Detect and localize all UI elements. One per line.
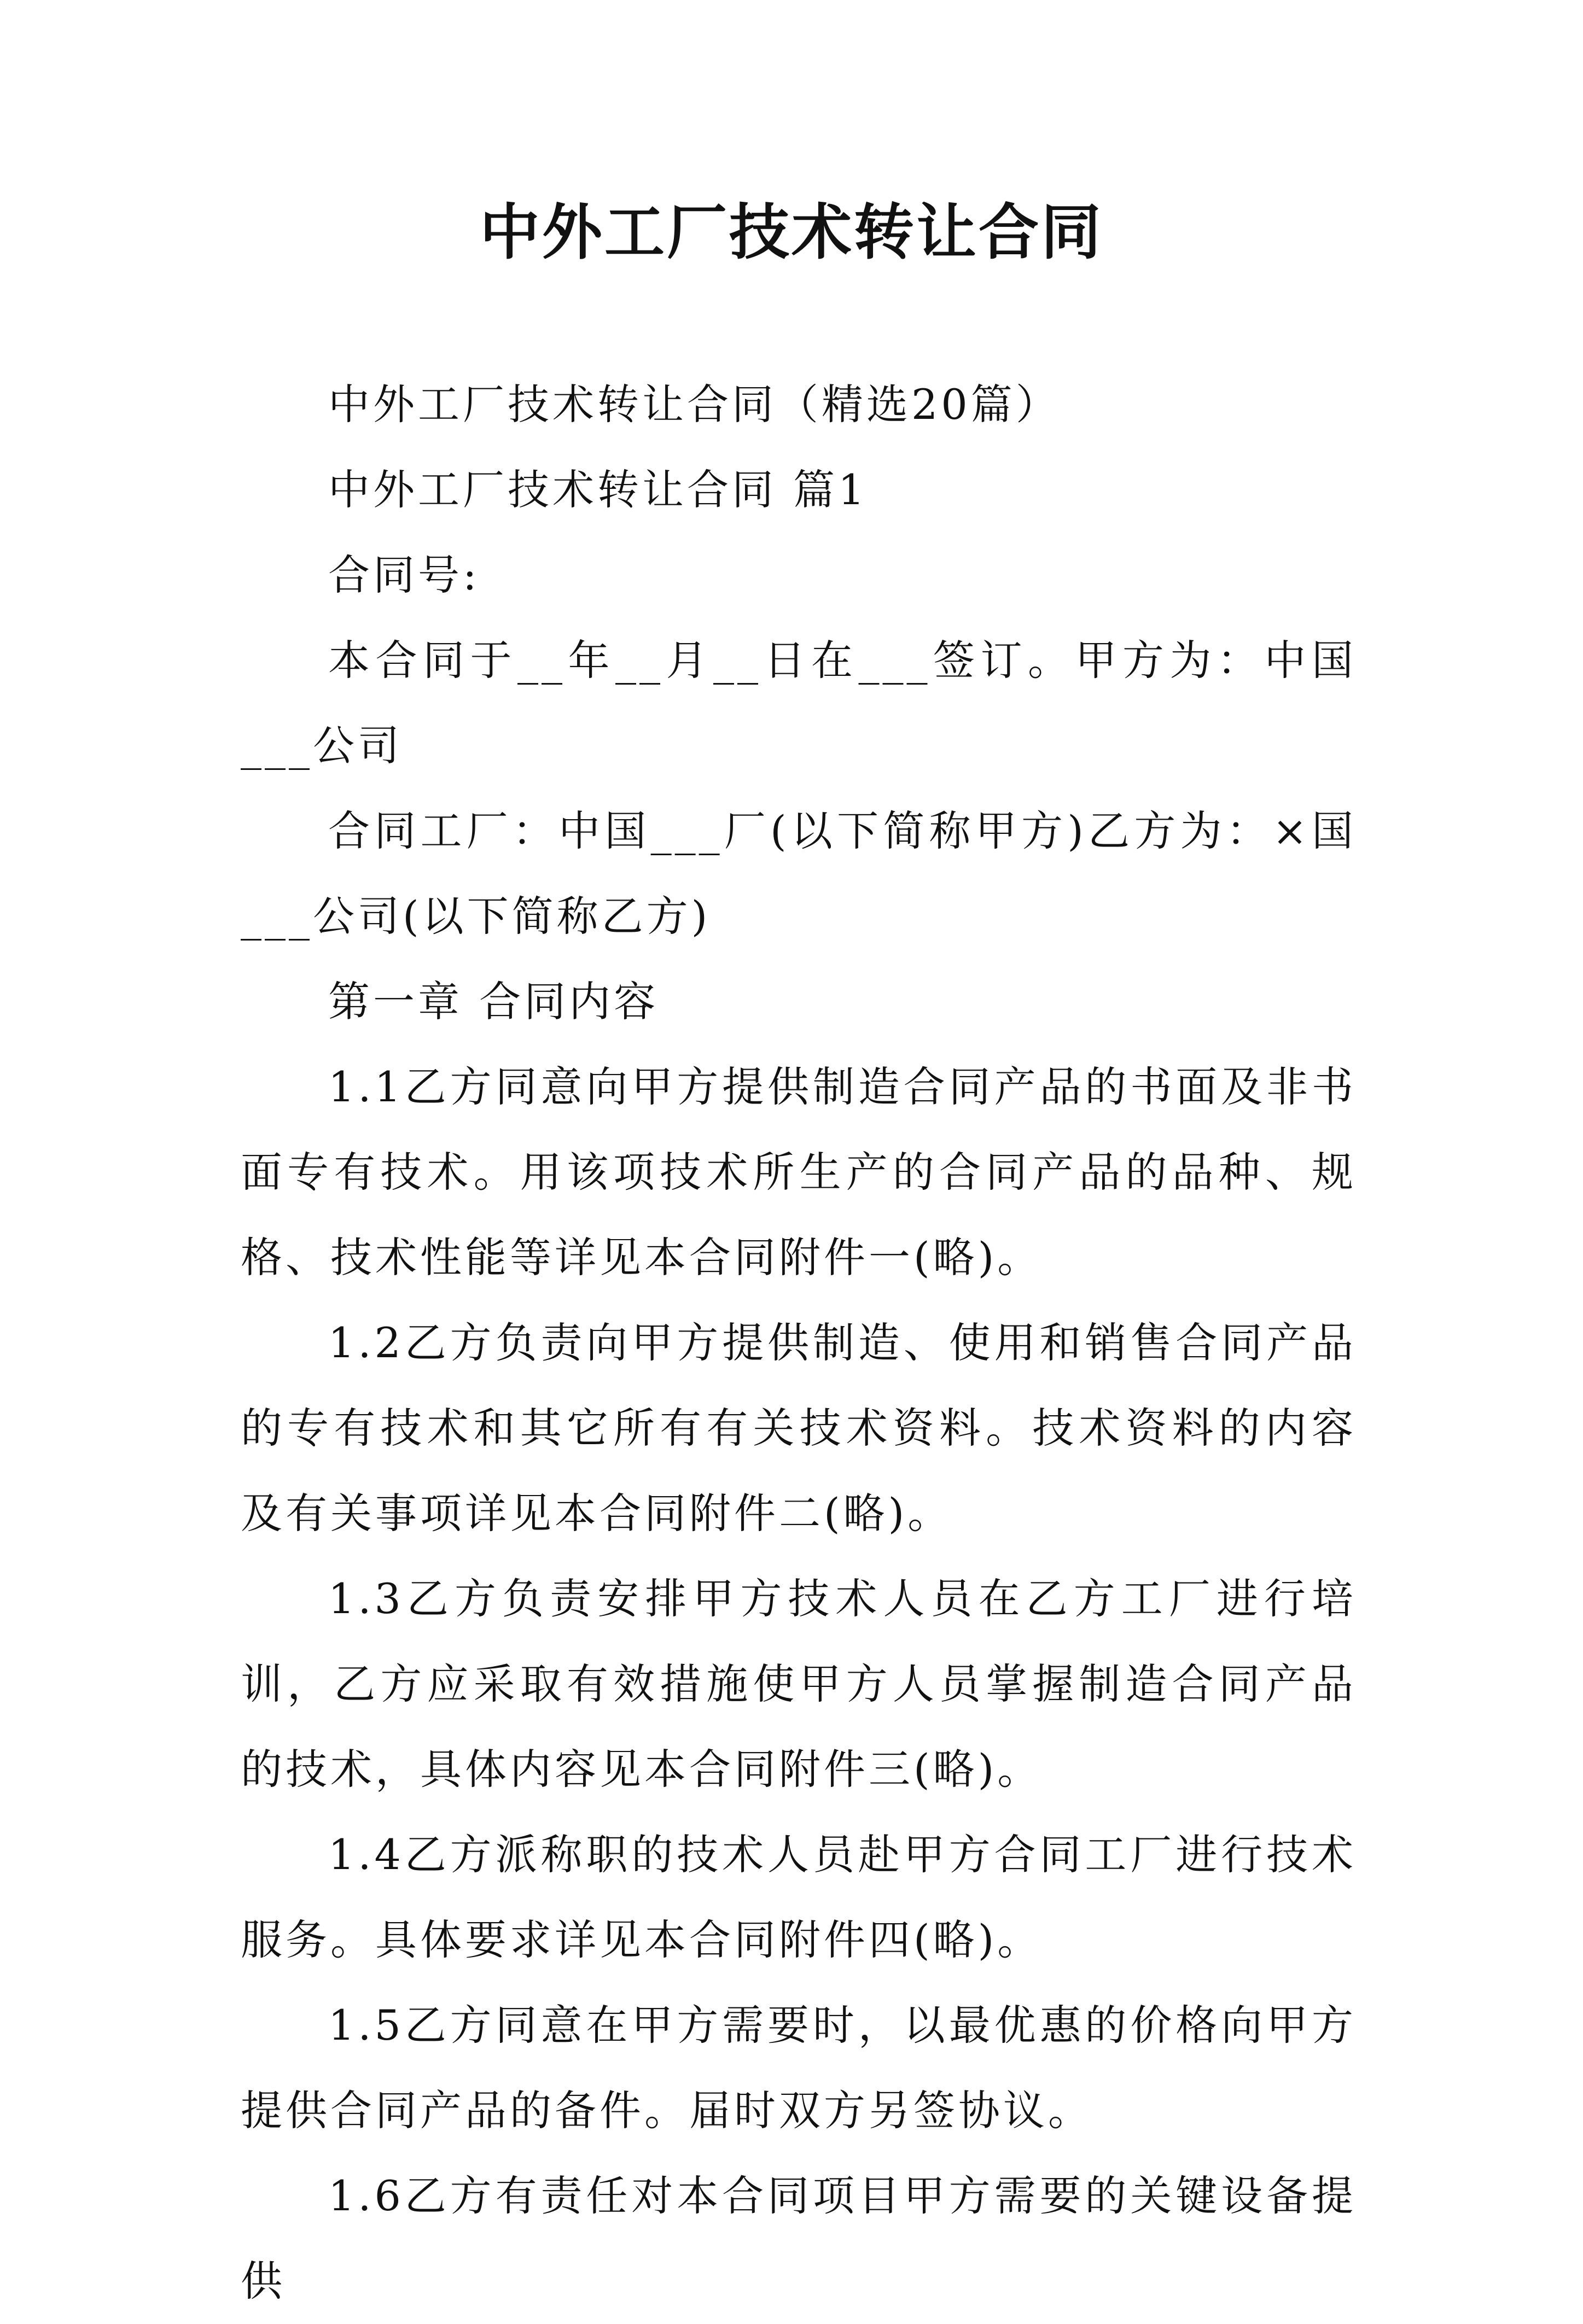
document-title: 中外工厂技术转让合同 xyxy=(480,197,1103,267)
chapter-heading: 第一章 合同内容 xyxy=(328,977,659,1026)
document-body xyxy=(241,362,1357,2324)
paragraph: 1.5乙方同意在甲方需要时，以最优惠的价格向甲方提供合同产品的备件。届时双方另签协议。 xyxy=(241,2001,1357,2135)
paragraph: 1.2乙方负责向甲方提供制造、使用和销售合同产品的专有技术和其它所有有关技术资料。技术资料的内容及有关事项详见本合同附件二(略)。 xyxy=(241,1318,1357,1538)
paragraph: 1.3乙方负责安排甲方技术人员在乙方工厂进行培训，乙方应采取有效措施使甲方人员掌握制造合同产品的技术，具体内容见本合同附件三(略)。 xyxy=(241,1574,1357,1794)
paragraph: 中外工厂技术转让合同（精选20篇） xyxy=(328,380,1061,429)
paragraph: 1.1乙方同意向甲方提供制造合同产品的书面及非书面专有技术。用该项技术所生产的合同产品的品种、规格、技术性能等详见本合同附件一(略)。 xyxy=(241,1062,1357,1282)
paragraph: 1.4乙方派称职的技术人员赴甲方合同工厂进行技术服务。具体要求详见本合同附件四(略)。 xyxy=(241,1830,1357,1964)
paragraph: 中外工厂技术转让合同 篇1 xyxy=(328,465,868,514)
paragraph: 1.6乙方有责任对本合同项目甲方需要的关键设备提供 xyxy=(241,2171,1357,2305)
paragraph: 合同号: xyxy=(328,551,480,599)
paragraph: 本合同于__年__月__日在___签订。甲方为：中国___公司 xyxy=(241,636,1357,770)
paragraph: 合同工厂：中国___厂(以下简称甲方)乙方为：×国___公司(以下简称乙方) xyxy=(241,807,1357,941)
